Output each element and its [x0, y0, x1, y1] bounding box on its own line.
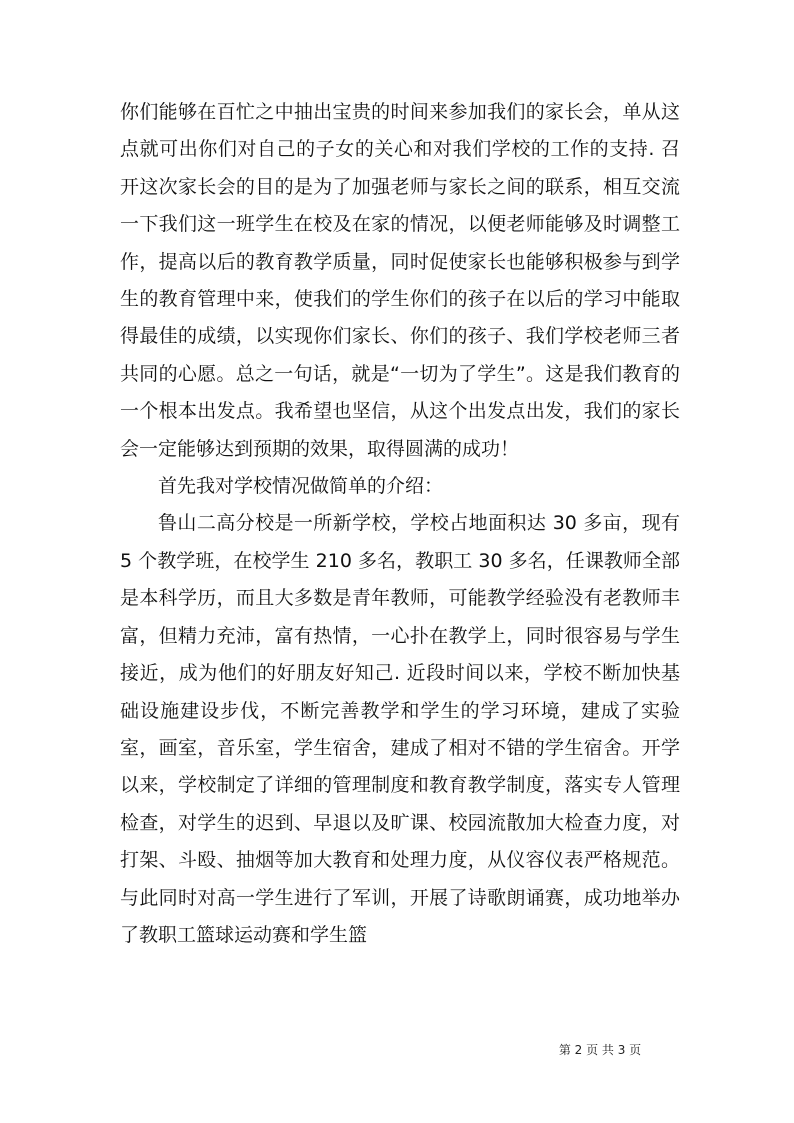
- page-footer: [0, 1042, 794, 1058]
- page-number: 第 2 页 共 3 页: [558, 1043, 642, 1057]
- paragraph-school-intro-lead: 首先我对学校情况做简单的介绍：: [158, 475, 444, 498]
- paragraph-school-description: 鲁山二高分校是一所新学校，学校占地面积达 30 多亩，现有 5 个教学班，在校学生 210 多名，教职工 30 多名，任课教师全部是本科学历，而且大多数是青年教师，可能教学经验没有老教师丰富，但精力充沛，富有热情，一心扑在教学上，同时很容易与学生接近，成为他们的好朋友好知己. 近段时间以来，学校不断加快基础设施建设步伐，不断完善教学和学生的学习环境，建成了实验室，画室，音乐室，学生宿舍，建成了相对不错的学生宿舍。开学以来，学校制定了详细的管理制度和教育教学制度，落实专人管理检查，对学生的迟到、早退以及旷课、校园流散加大检查力度，对打架、斗殴、抽烟等加大教育和处理力度，从仪容仪表严格规范。与此同时对高一学生进行了军训，开展了诗歌朗诵赛，成功地举办了教职工篮球运动赛和学生篮: [120, 512, 680, 946]
- body-text: [120, 94, 680, 954]
- paragraph-opening: 你们能够在百忙之中抽出宝贵的时间来参加我们的家长会，单从这点就可出你们对自己的子女的关心和对我们学校的工作的支持. 召开这次家长会的目的是为了加强老师与家长之间的联系，相互交流一下我们这一班学生在校及在家的情况，以便老师能够及时调整工作，提高以后的教育教学质量，同时促使家长也能够积极参与到学生的教育管理中来，使我们的学生你们的孩子在以后的学习中能取得最佳的成绩，以实现你们家长、你们的孩子、我们学校老师三者共同的心愿。总之一句话，就是“一切为了学生”。这是我们教育的一个根本出发点。我希望也坚信，从这个出发点出发，我们的家长会一定能够达到预期的效果，取得圆满的成功！: [120, 101, 680, 460]
